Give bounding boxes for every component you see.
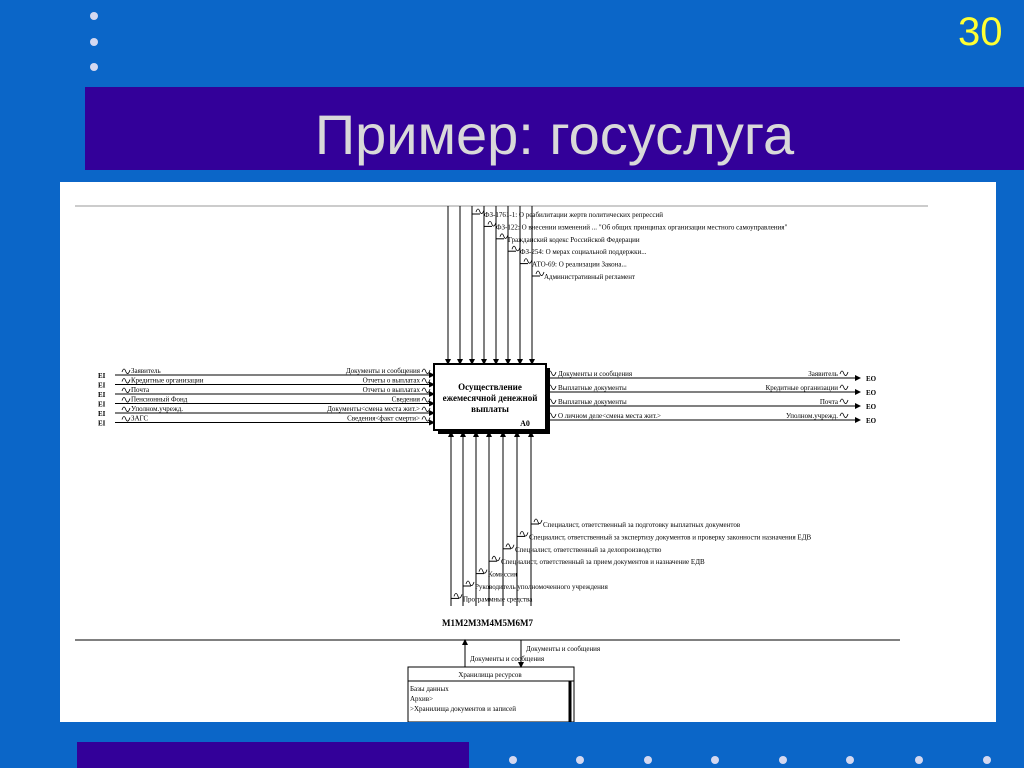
output-tunnel: EO (866, 375, 877, 383)
resource-store-item-1: Базы данных (410, 685, 449, 693)
mechanism-label: Специалист, ответственный за делопроизводство (515, 545, 662, 554)
output-tunnel: EO (866, 403, 877, 411)
mechanism-squiggle (492, 556, 500, 561)
input-squiggle (122, 417, 130, 422)
footer-dot-2 (576, 756, 584, 764)
mechanism-label: Руководитель уполномоченного учреждения (475, 583, 608, 591)
control-label: Административный регламент (544, 273, 636, 281)
inputs-group (98, 367, 434, 428)
input-source: Почта (131, 386, 150, 394)
input-label: Отчеты о выплатах (362, 386, 420, 394)
mechanism-codes: M1M2M3M4M5M6M7 (442, 618, 533, 628)
control-squiggle (476, 209, 484, 214)
resource-store-title: Хранилища ресурсов (458, 671, 522, 679)
mechanism-squiggle (454, 593, 462, 598)
control-label: ФЗ-1761-1: О реабилитации жертв политических репрессий (484, 211, 664, 219)
outputs-group (546, 370, 877, 425)
footer-dot-5 (779, 756, 787, 764)
function-box-line-2: ежемесячной денежной (442, 393, 538, 403)
slide-title: Пример: госуслуга (314, 103, 795, 166)
footer-dot-7 (915, 756, 923, 764)
footer-dot-4 (711, 756, 719, 764)
output-target: Уполном.учрежд. (785, 412, 838, 420)
output-squiggle (840, 371, 848, 376)
input-squiggle (422, 398, 430, 403)
output-label: Выплатные документы (558, 398, 627, 406)
input-label: Документы и сообщения (345, 367, 420, 375)
bullet-dot-1 (90, 12, 98, 20)
output-target: Почта (819, 398, 838, 406)
function-box-node: A0 (520, 419, 530, 428)
resource-store-group (408, 640, 601, 722)
output-squiggle (840, 413, 848, 418)
input-tunnel: EI (98, 372, 106, 380)
control-squiggle (536, 271, 544, 276)
input-squiggle (122, 388, 130, 393)
controls-group (448, 206, 788, 364)
input-tunnel: EI (98, 391, 106, 399)
output-label: Выплатные документы (558, 384, 627, 392)
footer-dot-6 (846, 756, 854, 764)
input-tunnel: EI (98, 410, 106, 418)
mechanism-squiggle (506, 544, 514, 549)
input-squiggle (122, 398, 130, 403)
resource-store-item-3: >Хранилища документов и записей (410, 705, 516, 713)
mechanism-squiggle (479, 569, 487, 574)
control-squiggle (512, 246, 520, 251)
function-box (434, 364, 550, 434)
resource-arrow-label-2: Документы и сообщения (470, 655, 545, 663)
mechanism-label: Специалист, ответственный за подготовку выплатных документов (543, 521, 741, 529)
output-tunnel: EO (866, 417, 877, 425)
resource-arrow-label-1: Документы и сообщения (526, 645, 601, 653)
output-squiggle (840, 385, 848, 390)
input-squiggle (422, 417, 430, 422)
title-band (85, 87, 1024, 170)
output-target: Кредитные организации (765, 384, 838, 392)
resource-store-item-2: Архив> (410, 695, 434, 703)
mechanism-label: Комиссия (488, 570, 518, 579)
mechanism-squiggle (520, 531, 528, 536)
footer-dot-3 (644, 756, 652, 764)
input-source: Заявитель (131, 367, 161, 375)
output-target: Заявитель (808, 370, 838, 378)
bottom-band (77, 742, 469, 768)
control-label: ФЗ-122: О внесении изменений ... "Об общих принципах организации местного самоуправления" (496, 223, 788, 232)
output-label: О личном деле<смена места жит.> (558, 412, 661, 420)
input-tunnel: EI (98, 381, 106, 390)
idef0-diagram (60, 182, 996, 722)
input-squiggle (122, 407, 130, 412)
output-label: Документы и сообщения (558, 370, 633, 378)
input-source: Кредитные организации (131, 376, 204, 385)
control-squiggle (500, 234, 508, 239)
footer-dot-8 (983, 756, 991, 764)
input-label: Сведения (391, 395, 420, 404)
output-tunnel: EO (866, 389, 877, 397)
input-source: Пенсионный Фонд (131, 395, 188, 404)
input-source: Уполном.учрежд. (131, 405, 184, 413)
bullet-dot-2 (90, 38, 98, 46)
function-box-line-1: Осуществление (458, 382, 522, 392)
input-label: Сведения<факт смерти> (347, 414, 420, 423)
mechanism-label: Специалист, ответственный за экспертизу документов и проверку законности назначения ЕДВ (529, 533, 812, 542)
mechanism-label: Специалист, ответственный за прием документов и назначение ЕДВ (501, 558, 705, 567)
function-box-line-3: выплаты (471, 404, 509, 414)
input-squiggle (122, 369, 130, 374)
control-squiggle (488, 221, 496, 226)
input-tunnel: EI (98, 400, 106, 409)
output-squiggle (840, 399, 848, 404)
mechanism-label: Программные средства (463, 595, 533, 604)
input-squiggle (422, 379, 430, 384)
control-label: Гражданский кодекс Российской Федерации (508, 235, 640, 244)
footer-dot-1 (509, 756, 517, 764)
slide-number: 30 (958, 10, 1003, 54)
input-squiggle (422, 369, 430, 374)
idef0-diagram-panel (60, 182, 996, 722)
control-squiggle (524, 259, 532, 264)
control-label: АТО-69: О реализации Закона... (532, 260, 627, 269)
mechanism-squiggle (534, 519, 542, 524)
bullet-dot-3 (90, 63, 98, 71)
input-squiggle (422, 388, 430, 393)
mechanisms-group (451, 432, 811, 606)
input-tunnel: EI (98, 419, 106, 428)
input-label: Документы<смена места жит.> (327, 405, 420, 413)
input-squiggle (422, 407, 430, 412)
input-source: ЗАГС (131, 414, 149, 423)
control-label: ФЗ-254: О мерах социальной поддержки... (520, 248, 647, 257)
mechanism-squiggle (466, 581, 474, 586)
input-squiggle (122, 379, 130, 384)
input-label: Отчеты о выплатах (362, 376, 420, 385)
